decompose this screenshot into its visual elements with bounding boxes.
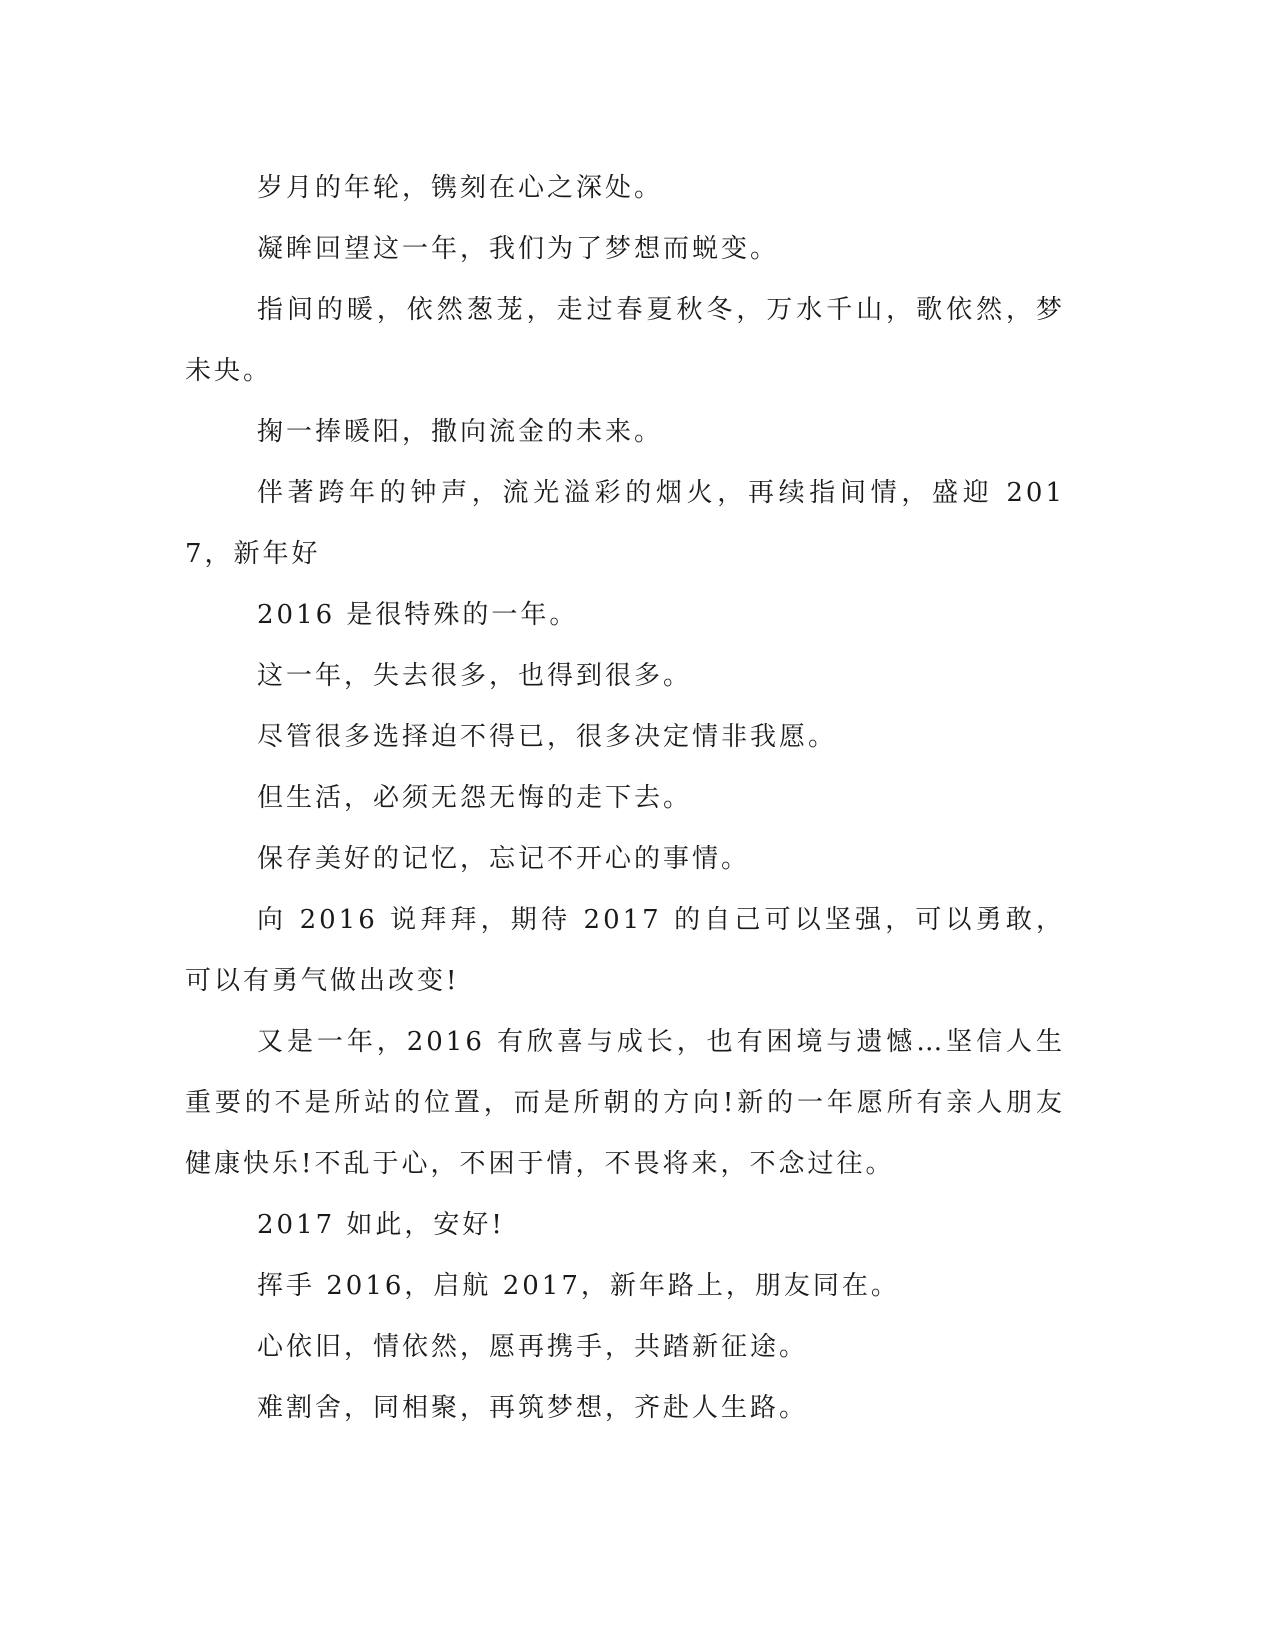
paragraph: 又是一年，2016 有欣喜与成长，也有困境与遗憾…坚信人生重要的不是所站的位置，而是所朝的方向!新的一年愿所有亲人朋友健康快乐!不乱于心，不困于情，不畏将来，不念过往。: [185, 1027, 1065, 1179]
paragraph: 心依旧，情依然，愿再携手，共踏新征途。: [257, 1332, 809, 1362]
paragraph: 2016 是很特殊的一年。: [257, 600, 579, 630]
paragraph: 掬一捧暖阳，撒向流金的未来。: [257, 417, 664, 447]
paragraph: 岁月的年轮，镌刻在心之深处。: [257, 173, 664, 203]
paragraph: 2017 如此，安好!: [257, 1210, 505, 1240]
paragraph: 向 2016 说拜拜，期待 2017 的自己可以坚强，可以勇敢，可以有勇气做出改变!: [185, 905, 1065, 996]
paragraph: 凝眸回望这一年，我们为了梦想而蜕变。: [257, 234, 780, 264]
paragraph: 指间的暖，依然葱茏，走过春夏秋冬，万水千山，歌依然，梦未央。: [185, 295, 1065, 386]
paragraph: 挥手 2016，启航 2017，新年路上，朋友同在。: [257, 1271, 900, 1301]
paragraph: 这一年，失去很多，也得到很多。: [257, 661, 693, 691]
paragraph: 保存美好的记忆，忘记不开心的事情。: [257, 844, 751, 874]
paragraph: 但生活，必须无怨无悔的走下去。: [257, 783, 693, 813]
document-body: [185, 158, 1065, 1439]
paragraph: 难割舍，同相聚，再筑梦想，齐赴人生路。: [257, 1393, 809, 1423]
paragraph: 尽管很多选择迫不得已，很多决定情非我愿。: [257, 722, 838, 752]
paragraph: 伴著跨年的钟声，流光溢彩的烟火，再续指间情，盛迎 2017，新年好: [185, 478, 1065, 569]
